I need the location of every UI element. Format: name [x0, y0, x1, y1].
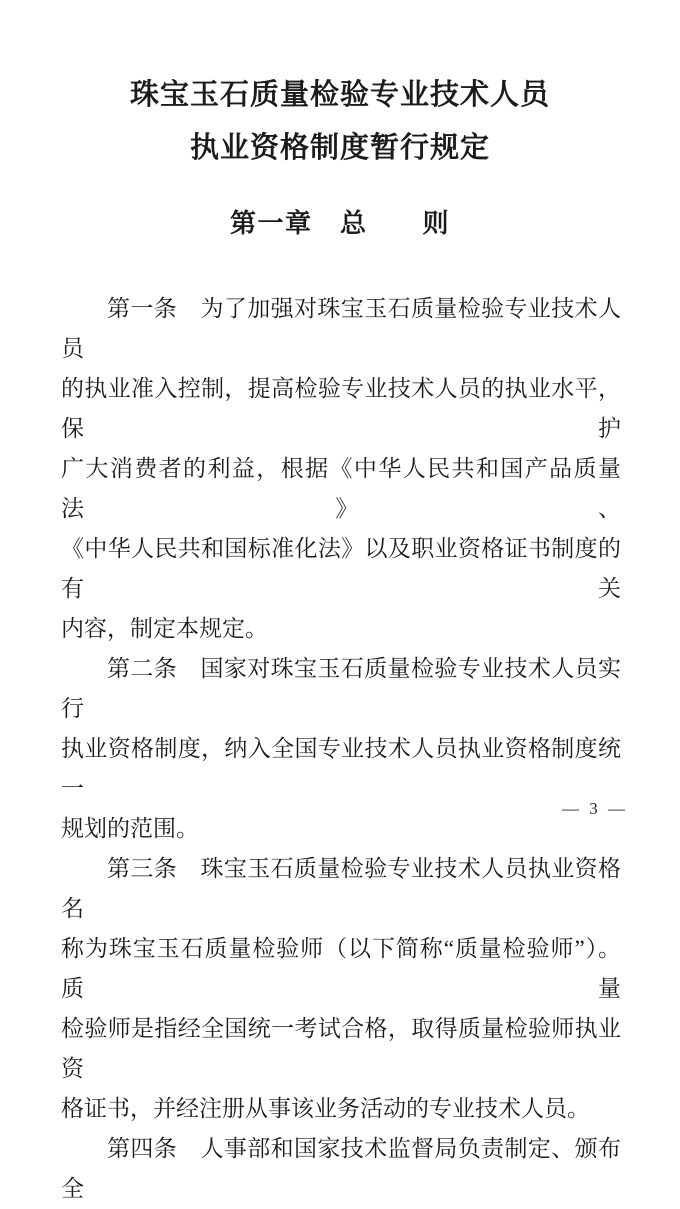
- title-line-2: 执业资格制度暂行规定: [189, 130, 490, 164]
- paragraph-line: 检验师是指经全国统一考试合格，取得质量检验师执业资: [61, 1016, 621, 1081]
- paragraph-line: 的执业准入控制，提高检验专业技术人员的执业水平，保护: [61, 376, 621, 441]
- paragraph-article-4: [61, 1129, 621, 1209]
- chapter-heading: 第一章 总 则: [229, 209, 450, 239]
- paragraph-line: 第四条 人事部和国家技术监督局负责制定、颁布全: [61, 1136, 621, 1201]
- paragraph-line: 第一条 为了加强对珠宝玉石质量检验专业技术人员: [61, 296, 621, 361]
- paragraph-article-2: [61, 649, 621, 849]
- paragraph-line: 第三条 珠宝玉石质量检验专业技术人员执业资格名: [61, 856, 621, 921]
- paragraph-line: 格证书，并经注册从事该业务活动的专业技术人员。: [61, 1096, 590, 1121]
- title-line-1: 珠宝玉石质量检验专业技术人员: [129, 77, 550, 111]
- paragraph-article-3: [61, 849, 621, 1129]
- paragraph-line: 内容，制定本规定。: [61, 616, 268, 641]
- paragraph-line: 第二条 国家对珠宝玉石质量检验专业技术人员实行: [61, 656, 621, 721]
- paragraph-line: 执业资格制度，纳入全国专业技术人员执业资格制度统一: [61, 736, 621, 801]
- page-number: — 3 —: [562, 799, 628, 818]
- paragraph-article-1: [61, 289, 621, 649]
- document-title: [0, 68, 680, 174]
- body-text: [61, 289, 621, 1209]
- paragraph-line: 称为珠宝玉石质量检验师（以下简称“质量检验师”）。质量: [61, 936, 621, 1001]
- paragraph-line: 《中华人民共和国标准化法》以及职业资格证书制度的有关: [61, 536, 621, 601]
- paragraph-line: 规划的范围。: [61, 816, 199, 841]
- paragraph-line: 广大消费者的利益，根据《中华人民共和国产品质量法》、: [61, 456, 621, 521]
